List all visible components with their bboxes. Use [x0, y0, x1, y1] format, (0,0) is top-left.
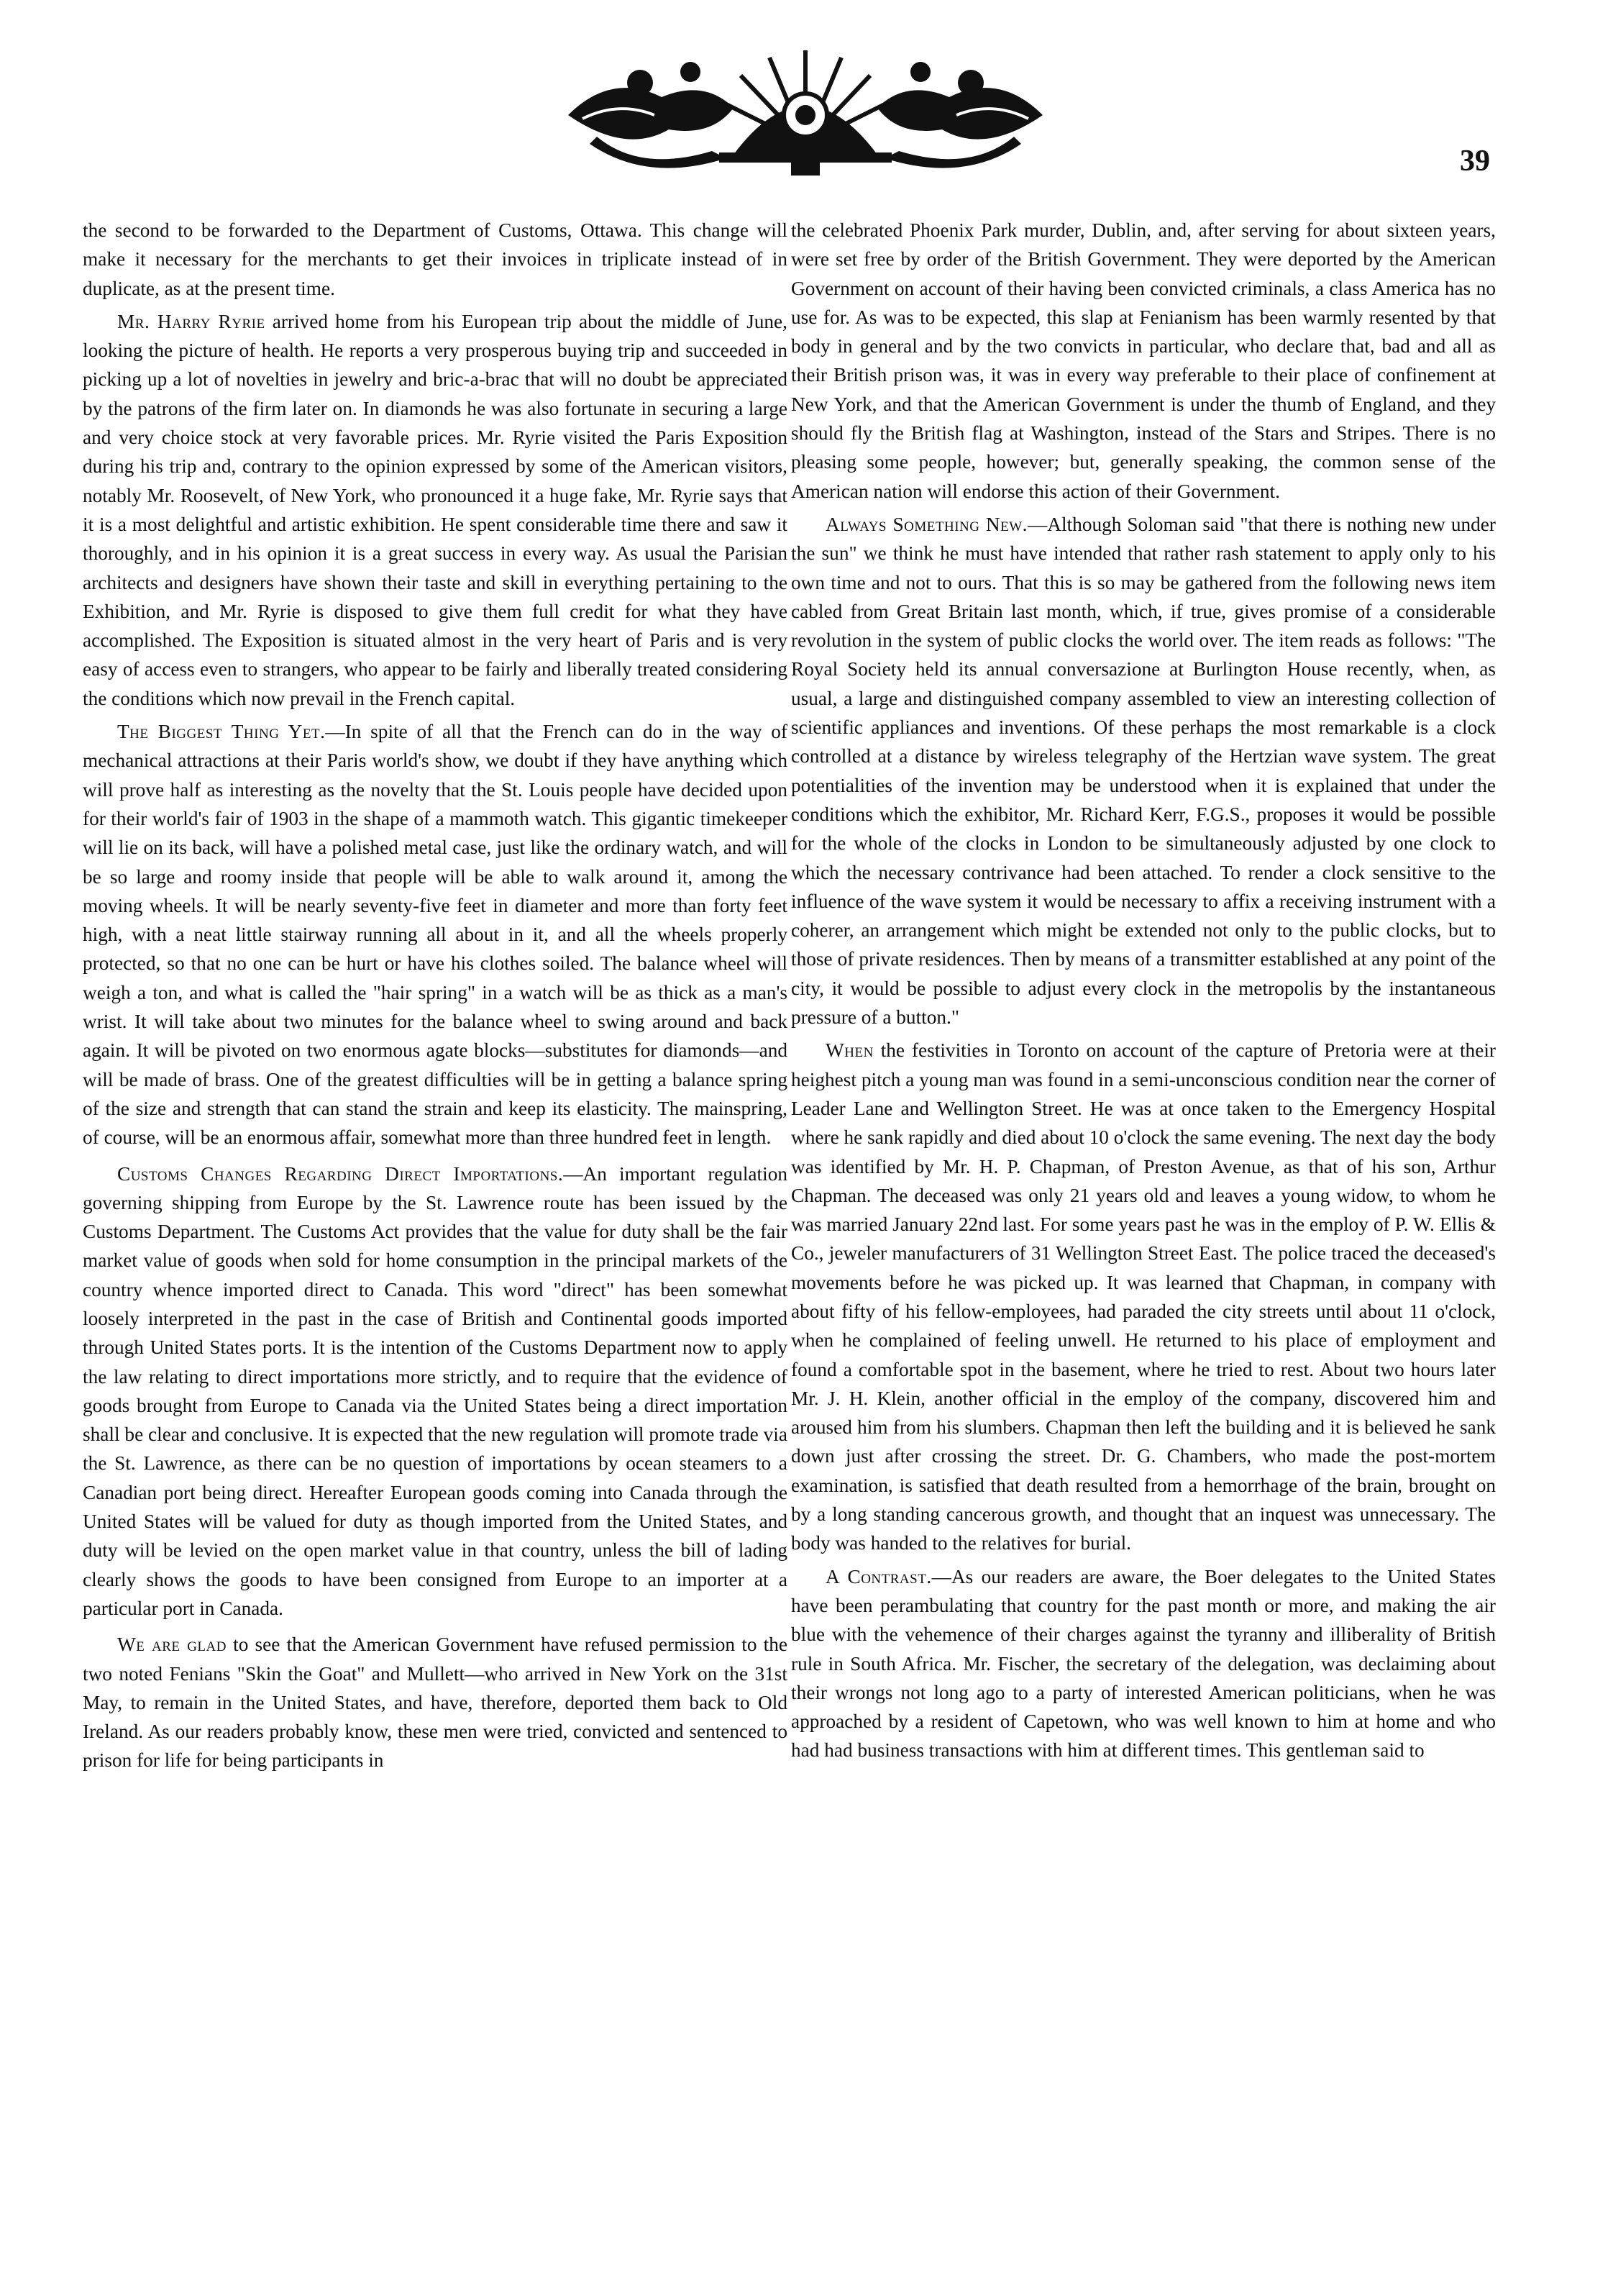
paragraph-lead: Customs Changes Regarding Direct Importations. [117, 1162, 564, 1185]
decorative-headpiece-ornament [554, 29, 1057, 180]
paragraph-lead: We are glad [117, 1634, 227, 1656]
paragraph-text: arrived home from his European trip about the middle of June, looking the picture of health. He reports a very prosperous buying trip and succeeded in picking up a lot of novelties in jewelry and bric-a-brac that will no doubt be appreciated by the patrons of the firm later on. In diamonds he was also fortunate in securing a large and very choice stock at very favorable prices. Mr. Ryrie visited the Paris Exposition during his trip and, contrary to the opinion expressed by some of the American visitors, notably Mr. Roosevelt, of New York, who pronounced it a huge fake, Mr. Ryrie says that it is a most delightful and artistic exhibition. He spent considerable time there and saw it thoroughly, and in his opinion it is a great success in every way. As usual the Parisian architects and designers have shown their taste and skill in everything pertaining to the Exhibition, and Mr. Ryrie is disposed to give them full credit for what they have accomplished. The Exposition is situated almost in the very heart of Paris and is very easy of access even to strangers, who appear to be fairly and liberally treated considering the conditions which now prevail in the French capital. [83, 310, 787, 709]
article-paragraph [83, 307, 787, 713]
paragraph-lead: Mr. Harry Ryrie [117, 310, 265, 332]
paragraph-text: —An important regulation governing shipping from Europe by the St. Lawrence route has been issued by the Customs Department. The Customs Act provides that the value for duty shall be the fair market value of goods when sold for home consumption in the principal markets of the country whence imported direct to Canada. This word "direct" has been somewhat loosely interpreted in the past in the case of British and Continental goods imported through United States ports. It is the intention of the Customs Department now to apply the law relating to direct importations more strictly, and to require that the evidence of goods brought from Europe to Canada via the United States being a direct importation shall be clear and conclusive. It is expected that the new regulation will promote trade via the St. Lawrence, as there can be no question of importations by ocean steamers to a Canadian port being direct. Hereafter European goods coming into Canada through the United States will be valued for duty as though imported from the United States, and duty will be levied on the open market value in that country, unless the bill of lading clearly shows the goods to have been consigned from Europe to an importer at a particular port in Canada. [83, 1162, 787, 1619]
left-column [83, 216, 787, 1780]
article-paragraph [791, 216, 1496, 506]
paragraph-text: the second to be forwarded to the Department of Customs, Ottawa. This change will make it necessary for the merchants to get their invoices in triplicate instead of in duplicate, as at the present time. [83, 219, 787, 299]
article-paragraph [791, 1036, 1496, 1557]
paragraph-lead: The Biggest Thing Yet. [117, 721, 326, 743]
paragraph-lead: When [826, 1039, 874, 1062]
paragraph-lead: A Contrast. [826, 1565, 932, 1587]
article-paragraph [83, 717, 787, 1152]
article-paragraph [791, 1562, 1496, 1765]
paragraph-text: the festivities in Toronto on account of the capture of Pretoria were at their heighest pitch a young man was found in a semi-unconscious condition near the corner of Leader Lane and Wellington Street. He was at once taken to the Emergency Hospital where he sank rapidly and died about 10 o'clock the same evening. The next day the body was identified by Mr. H. P. Chapman, of Preston Avenue, as that of his son, Arthur Chapman. The deceased was only 21 years old and leaves a young widow, to whom he was married January 22nd last. For some years past he was in the employ of P. W. Ellis & Co., jeweler manufacturers of 31 Wellington Street East. The police traced the deceased's movements before he was picked up. It was learned that Chapman, in company with about fifty of his fellow-employees, had paraded the city streets until about 11 o'clock, when he complained of feeling unwell. He returned to his place of employment and found a comfortable spot in the basement, where he tried to rest. About two hours later Mr. J. H. Klein, another official in the employ of the company, discovered him and aroused him from his slumbers. Chapman then left the building and it is believed he sank down just after crossing the street. Dr. G. Chambers, who made the post-mortem examination, is satisfied that death resulted from a hemorrhage of the brain, brought on by a long standing cancerous growth, and thought that an inquest was unnecessary. The body was handed to the relatives for burial. [791, 1039, 1496, 1554]
paragraph-text: to see that the American Government have refused permission to the two noted Fenians "Skin the Goat" and Mullett—who arrived in New York on the 31st May, to remain in the United States, and have, therefore, deported them back to Old Ireland. As our readers probably know, these men were tried, convicted and sentenced to prison for life for being participants in [83, 1634, 787, 1772]
page-number: 39 [1460, 145, 1490, 178]
paragraph-text: —Although Soloman said "that there is nothing new under the sun" we think he must have intended that rather rash statement to apply only to his own time and not to ours. That this is so may be gathered from the following news item cabled from Great Britain last month, which, if true, gives promise of a considerable revolution in the system of public clocks the world over. The item reads as follows: "The Royal Society held its annual conversazione at Burlington House recently, when, as usual, a large and distinguished company assembled to view an interesting collection of scientific appliances and inventions. Of these perhaps the most remarkable is a clock controlled at a distance by wireless telegraphy of the Hertzian wave system. The great potentialities of the invention may be understood when it is explained that under the conditions which the exhibitor, Mr. Richard Kerr, F.G.S., proposes it would be possible for the whole of the clocks in London to be simultaneously adjusted by one clock to which the necessary contrivance had been attached. To render a clock sensitive to the influence of the wave system it would be necessary to affix a receiving instrument with a coherer, an arrangement which might be extended not only to the public clocks, but to those of private residences. Then by means of a transmitter established at any point of the city, it would be possible to adjust every clock in the metropolis by the instantaneous pressure of a button." [791, 513, 1496, 1029]
paragraph-text: —In spite of all that the French can do in the way of mechanical attractions at their Paris world's show, we doubt if they have anything which will prove half as interesting as the novelty that the St. Louis people have decided upon for their world's fair of 1903 in the shape of a mammoth watch. This gigantic timekeeper will lie on its back, will have a polished metal case, just like the ordinary watch, and will be so large and roomy inside that people will be able to walk around it, among the moving wheels. It will be nearly seventy-five feet in diameter and more than forty feet high, with a neat little stairway running all about in it, and all the wheels properly protected, so that no one can be hurt or have his clothes soiled. The balance wheel will weigh a ton, and what is called the "hair spring" in a watch will be as thick as a man's wrist. It will take about two minutes for the balance wheel to swing around and back again. It will be pivoted on two enormous agate blocks—substitutes for diamonds—and will be made of brass. One of the greatest difficulties will be in getting a balance spring of the size and strength that can stand the strain and keep its elasticity. The mainspring, of course, will be an enormous affair, somewhat more than three hundred feet in length. [83, 721, 787, 1149]
paragraph-text: the celebrated Phoenix Park murder, Dublin, and, after serving for about sixteen years, were set free by order of the British Government. They were deported by the American Government on account of their having been convicted criminals, a class America has no use for. As was to be expected, this slap at Fenianism has been warmly resented by that body in general and by the two convicts in particular, who declare that, bad and all as their British prison was, it was in every way preferable to their place of confinement at New York, and that the American Government is under the thumb of England, and they should fly the British flag at Washington, instead of the Stars and Stripes. There is no pleasing some people, however; but, generally speaking, the common sense of the American nation will endorse this action of their Government. [791, 219, 1496, 502]
article-paragraph [83, 216, 787, 303]
paragraph-text: —As our readers are aware, the Boer delegates to the United States have been perambulating that country for the past month or more, and making the air blue with the vehemence of their charges against the tyranny and illiberality of British rule in South Africa. Mr. Fischer, the secretary of the delegation, was declaiming about their wrongs not long ago to a party of interested American politicians, when he was approached by a resident of Capetown, who was well known to him at home and who had had business transactions with him at different times. This gentleman said to [791, 1565, 1497, 1762]
article-paragraph [83, 1160, 787, 1623]
paragraph-lead: Always Something New. [826, 513, 1028, 535]
article-paragraph [791, 510, 1496, 1031]
right-column [791, 216, 1496, 1769]
article-paragraph [83, 1630, 787, 1775]
